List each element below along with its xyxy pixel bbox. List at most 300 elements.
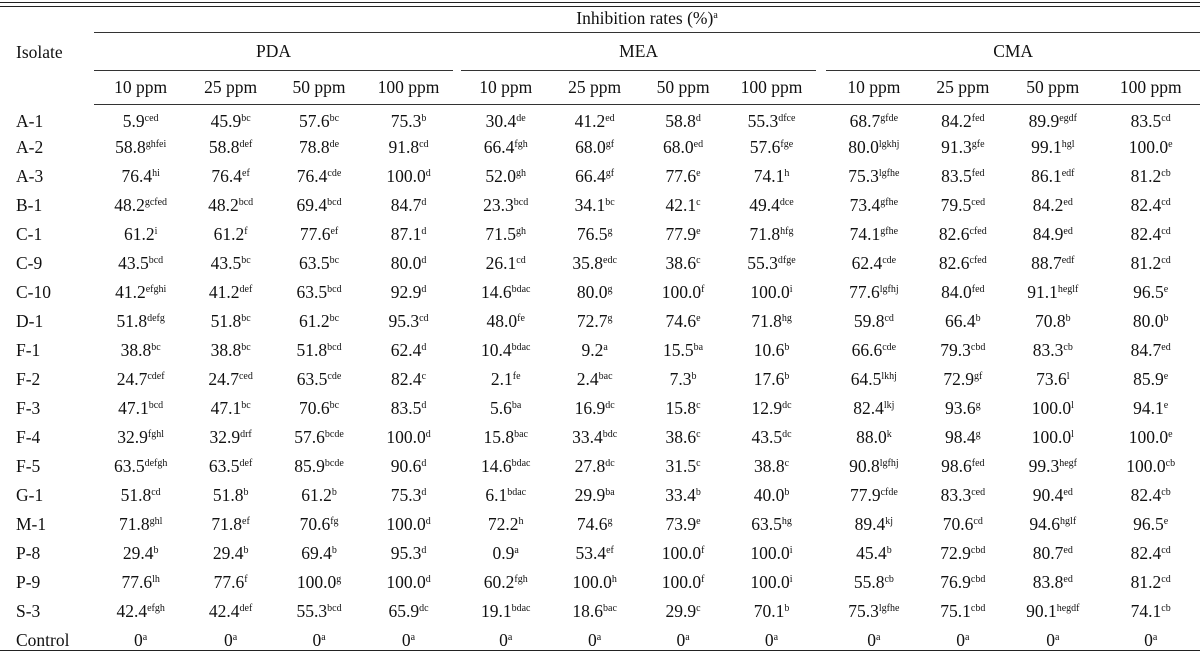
isolate-label: C-10: [16, 282, 51, 302]
significance-letters: bcd: [148, 255, 164, 266]
significance-letters: a: [596, 632, 602, 643]
rate-cell: [550, 336, 639, 365]
column-gap: [816, 481, 826, 510]
rate-cell: [364, 423, 453, 452]
table-row: [0, 510, 1200, 539]
rate-cell: [364, 278, 453, 307]
rate-value: 80.0: [848, 137, 879, 157]
table-row: [0, 452, 1200, 481]
rate-cell: [727, 568, 816, 597]
rate-cell: [364, 452, 453, 481]
significance-letters: ba: [605, 487, 615, 498]
significance-letters: g: [975, 400, 981, 411]
rate-value: 95.3: [390, 543, 422, 563]
significance-letters: hfg: [780, 226, 794, 237]
significance-letters: lgfhe: [878, 603, 900, 614]
rate-cell: [826, 249, 921, 278]
significance-letters: fg: [330, 516, 339, 527]
rate-cell: [187, 104, 274, 133]
significance-letters: bdac: [511, 284, 531, 295]
rate-value: 38.8: [210, 340, 242, 360]
rate-cell: [1101, 133, 1200, 162]
significance-letters: gfhe: [880, 197, 899, 208]
rate-cell: [274, 568, 364, 597]
significance-letters: cd: [1161, 574, 1171, 585]
significance-letters: fed: [971, 113, 985, 125]
significance-letters: dfge: [777, 255, 796, 266]
rate-value: 70.6: [942, 514, 974, 534]
rate-cell: [921, 191, 1004, 220]
significance-letters: ced: [238, 371, 253, 382]
significance-letters: ba: [511, 400, 522, 411]
rate-value: 76.4: [296, 166, 328, 186]
rate-value: 33.4: [665, 485, 696, 505]
significance-letters: b: [243, 545, 249, 556]
rate-cell: [364, 597, 453, 626]
isolate-header: Isolate: [16, 41, 63, 62]
significance-letters: cb: [884, 574, 894, 585]
isolate-label: A-3: [16, 166, 44, 186]
rate-cell: [461, 278, 550, 307]
rate-value: 55.3: [296, 601, 328, 621]
significance-letters: bdac: [511, 603, 531, 614]
significance-letters: d: [695, 113, 701, 125]
significance-letters: dc: [605, 458, 615, 469]
rate-value: 77.9: [665, 224, 697, 244]
rate-value: 77.6: [849, 282, 880, 302]
significance-letters: cb: [1161, 487, 1171, 498]
significance-letters: bdac: [511, 458, 531, 469]
rate-value: 77.6: [665, 166, 697, 186]
rate-cell: [727, 162, 816, 191]
rate-cell: [550, 104, 639, 133]
significance-letters: bc: [329, 400, 340, 411]
rate-value: 91.8: [388, 137, 420, 157]
rate-cell: [550, 597, 639, 626]
column-gap: [453, 191, 461, 220]
rate-value: 82.4: [1130, 543, 1162, 563]
significance-letters: gh: [516, 226, 527, 237]
table-row: [0, 220, 1200, 249]
rate-cell: [727, 249, 816, 278]
significance-letters: c: [696, 429, 701, 440]
rate-value: 57.6: [299, 111, 330, 132]
significance-letters: lgfhj: [879, 458, 899, 469]
significance-letters: bc: [241, 255, 251, 266]
significance-letters: cde: [327, 168, 342, 179]
significance-letters: d: [421, 226, 427, 237]
rate-value: 93.6: [945, 398, 976, 418]
rate-value: 84.2: [941, 111, 972, 132]
significance-letters: hegf: [1059, 458, 1077, 469]
significance-letters: d: [425, 516, 431, 527]
significance-letters: b: [784, 603, 790, 614]
rate-cell: [639, 481, 727, 510]
significance-letters: cde: [882, 342, 897, 353]
rate-value: 88.7: [1031, 253, 1062, 273]
significance-letters: a: [232, 632, 238, 643]
significance-letters: b: [243, 487, 249, 498]
rate-value: 100.0: [661, 572, 702, 592]
rate-cell: [274, 336, 364, 365]
column-gap: [816, 220, 826, 249]
rate-cell: [364, 481, 453, 510]
rate-cell: [921, 365, 1004, 394]
significance-letters: b: [886, 545, 892, 556]
rate-cell: [461, 365, 550, 394]
rate-value: 87.1: [390, 224, 422, 244]
concentration-header-row: [0, 70, 1200, 104]
rate-value: 98.6: [941, 456, 972, 476]
column-gap: [453, 336, 461, 365]
rate-value: 48.2: [114, 195, 145, 215]
rate-value: 34.1: [574, 195, 606, 215]
significance-letters: a: [964, 632, 970, 643]
significance-letters: c: [784, 458, 790, 469]
rate-value: 96.5: [1133, 282, 1164, 302]
rate-cell: [921, 394, 1004, 423]
significance-letters: i: [789, 284, 793, 295]
rate-cell: [461, 597, 550, 626]
rate-value: 45.9: [210, 111, 242, 132]
rate-cell: [1004, 510, 1101, 539]
rate-cell: [274, 191, 364, 220]
significance-letters: edf: [1061, 255, 1075, 266]
rate-value: 24.7: [208, 369, 239, 389]
significance-letters: i: [154, 226, 158, 237]
significance-letters: a: [685, 632, 690, 643]
rate-cell: [364, 394, 453, 423]
rate-cell: [1004, 336, 1101, 365]
rate-value: 74.6: [576, 514, 608, 534]
significance-letters: cbd: [970, 545, 986, 556]
rate-value: 83.5: [1130, 111, 1162, 132]
significance-letters: bac: [598, 371, 613, 382]
rate-value: 38.8: [120, 340, 152, 360]
rate-cell: [826, 191, 921, 220]
significance-letters: d: [421, 197, 427, 208]
significance-letters: cd: [973, 516, 983, 527]
significance-letters: gf: [605, 168, 615, 179]
significance-letters: ghl: [149, 516, 163, 527]
group-header-mea: MEA: [461, 32, 816, 70]
rate-cell: [639, 452, 727, 481]
rate-value: 71.5: [485, 224, 517, 244]
rate-value: 38.6: [665, 427, 697, 447]
significance-letters: dc: [782, 400, 792, 411]
rate-value: 0: [588, 630, 597, 650]
rate-cell: [727, 278, 816, 307]
rate-value: 42.4: [208, 601, 240, 621]
significance-letters: fe: [512, 371, 521, 382]
significance-letters: h: [784, 168, 790, 179]
significance-letters: bcde: [324, 429, 344, 440]
rate-value: 79.3: [940, 340, 971, 360]
rate-cell: [550, 307, 639, 336]
table-row: [0, 568, 1200, 597]
significance-letters: ed: [1063, 197, 1073, 208]
rate-cell: [187, 394, 274, 423]
table-row: [0, 539, 1200, 568]
rate-cell: [364, 162, 453, 191]
significance-letters: c: [696, 603, 701, 614]
significance-letters: hegdf: [1056, 603, 1080, 614]
significance-letters: b: [695, 487, 701, 498]
rate-cell: [1004, 133, 1101, 162]
rate-value: 75.3: [848, 601, 879, 621]
isolate-label: F-3: [16, 398, 41, 418]
rate-value: 15.5: [663, 340, 694, 360]
rate-cell: [461, 510, 550, 539]
rate-cell: [921, 162, 1004, 191]
rate-value: 100.0: [1031, 427, 1072, 447]
isolate-label: F-2: [16, 369, 41, 389]
table-row: [0, 191, 1200, 220]
isolate-label: C-1: [16, 224, 43, 244]
rate-cell: [727, 394, 816, 423]
rate-value: 16.9: [574, 398, 606, 418]
column-gap: [816, 307, 826, 336]
column-gap: [453, 70, 461, 104]
table-row: [0, 597, 1200, 626]
rate-cell: [364, 365, 453, 394]
rate-cell: [461, 191, 550, 220]
rate-cell: [274, 162, 364, 191]
significance-letters: cd: [1161, 197, 1171, 208]
significance-letters: cd: [516, 255, 526, 266]
rate-cell: [187, 452, 274, 481]
rate-value: 76.5: [576, 224, 608, 244]
rate-cell: [921, 423, 1004, 452]
rate-value: 90.6: [390, 456, 422, 476]
rate-value: 84.2: [1032, 195, 1064, 215]
significance-letters: bcd: [238, 197, 254, 208]
rate-cell: [826, 307, 921, 336]
rate-cell: [274, 307, 364, 336]
rate-value: 71.8: [118, 514, 150, 534]
rate-value: 78.8: [299, 137, 330, 157]
rate-cell: [1004, 423, 1101, 452]
rate-value: 83.5: [390, 398, 422, 418]
rate-value: 51.8: [210, 311, 242, 331]
rate-value: 82.4: [853, 398, 884, 418]
rate-cell: [461, 336, 550, 365]
rate-value: 72.7: [576, 311, 608, 331]
rate-value: 100.0: [1031, 398, 1072, 418]
significance-letters: i: [789, 545, 793, 556]
significance-letters: bc: [605, 197, 615, 208]
rate-value: 66.4: [483, 137, 515, 157]
table-row: [0, 336, 1200, 365]
rate-cell: [274, 278, 364, 307]
column-gap: [453, 365, 461, 394]
table-row: [0, 133, 1200, 162]
rate-cell: [727, 510, 816, 539]
rate-value: 0: [867, 630, 877, 650]
significance-letters: fed: [971, 284, 985, 295]
rate-cell: [1101, 365, 1200, 394]
rate-cell: [364, 307, 453, 336]
significance-letters: e: [696, 516, 701, 527]
rate-cell: [1004, 539, 1101, 568]
significance-letters: cbd: [970, 603, 986, 614]
significance-letters: fgh: [514, 139, 528, 150]
significance-letters: cb: [1161, 168, 1171, 179]
rate-value: 99.3: [1028, 456, 1060, 476]
rate-value: 75.1: [940, 601, 971, 621]
rate-cell: [364, 133, 453, 162]
rate-cell: [94, 452, 187, 481]
rate-cell: [274, 104, 364, 133]
rate-value: 74.1: [849, 224, 881, 244]
rate-value: 100.0: [661, 543, 702, 563]
significance-letters: bcd: [327, 284, 342, 295]
rate-value: 100.0: [1126, 456, 1166, 476]
rate-value: 70.6: [299, 398, 330, 418]
significance-letters: dc: [605, 400, 615, 411]
rate-cell: [639, 365, 727, 394]
significance-letters: ced: [144, 113, 159, 125]
significance-letters: gfde: [880, 113, 899, 125]
rate-value: 100.0: [661, 282, 702, 302]
rate-value: 63.5: [299, 253, 330, 273]
rate-value: 10.4: [480, 340, 512, 360]
rate-value: 66.4: [575, 166, 606, 186]
significance-letters: cbd: [970, 342, 986, 353]
significance-letters: hg: [781, 313, 792, 324]
rate-cell: [826, 104, 921, 133]
significance-letters: bc: [329, 255, 340, 266]
rate-cell: [639, 220, 727, 249]
rate-cell: [639, 104, 727, 133]
rate-value: 0: [401, 630, 411, 650]
concentration-header: 100 ppm: [364, 70, 453, 104]
rate-value: 61.2: [123, 224, 155, 244]
rate-value: 51.8: [296, 340, 328, 360]
rate-value: 9.2: [581, 340, 604, 360]
rate-value: 42.4: [116, 601, 148, 621]
rate-value: 95.3: [388, 311, 420, 331]
rate-value: 63.5: [751, 514, 782, 534]
significance-letters: kj: [885, 516, 894, 527]
rate-value: 96.5: [1133, 514, 1164, 534]
rate-cell: [639, 423, 727, 452]
rate-cell: [727, 597, 816, 626]
rate-value: 71.8: [211, 514, 243, 534]
rate-value: 85.9: [1133, 369, 1164, 389]
rate-value: 62.4: [851, 253, 883, 273]
rate-value: 79.5: [940, 195, 972, 215]
significance-letters: d: [421, 487, 427, 498]
significance-letters: k: [886, 429, 892, 440]
rate-value: 0: [956, 630, 965, 650]
rate-cell: [94, 249, 187, 278]
significance-letters: e: [696, 168, 701, 179]
significance-letters: d: [421, 342, 427, 353]
significance-letters: bc: [241, 342, 251, 353]
rate-value: 82.6: [938, 253, 970, 273]
rate-value: 68.7: [849, 111, 881, 132]
rate-cell: [1101, 597, 1200, 626]
rate-cell: [550, 568, 639, 597]
column-gap: [816, 452, 826, 481]
significance-letters: edf: [1061, 168, 1075, 179]
rate-cell: [826, 162, 921, 191]
rate-value: 5.6: [490, 398, 512, 418]
rate-cell: [1004, 452, 1101, 481]
significance-letters: g: [607, 226, 613, 237]
rate-cell: [639, 307, 727, 336]
significance-letters: fge: [780, 139, 794, 150]
significance-letters: bc: [241, 400, 251, 411]
rate-value: 80.0: [576, 282, 608, 302]
rate-cell: [826, 336, 921, 365]
rate-value: 100.0: [296, 572, 337, 592]
rate-value: 75.3: [848, 166, 879, 186]
rate-value: 51.8: [212, 485, 244, 505]
rate-value: 73.9: [665, 514, 697, 534]
rate-cell: [461, 481, 550, 510]
rate-value: 42.1: [665, 195, 697, 215]
column-gap: [453, 510, 461, 539]
significance-letters: bc: [329, 313, 340, 324]
rate-cell: [1004, 307, 1101, 336]
rate-cell: [639, 597, 727, 626]
rate-value: 82.4: [1130, 224, 1162, 244]
rate-value: 76.4: [121, 166, 153, 186]
significance-letters: gf: [973, 371, 983, 382]
rate-cell: [1101, 452, 1200, 481]
significance-letters: bdac: [511, 342, 531, 353]
significance-letters: cd: [419, 139, 429, 150]
significance-letters: cd: [1161, 226, 1171, 237]
rate-cell: [550, 249, 639, 278]
rate-cell: [187, 220, 274, 249]
rate-value: 80.0: [390, 253, 422, 273]
column-gap: [816, 597, 826, 626]
significance-letters: cde: [327, 371, 342, 382]
rate-cell: [187, 365, 274, 394]
rate-cell: [364, 539, 453, 568]
rate-value: 29.9: [665, 601, 697, 621]
rate-cell: [274, 481, 364, 510]
rate-value: 24.7: [116, 369, 148, 389]
significance-letters: hg: [781, 516, 792, 527]
rate-value: 68.0: [663, 137, 694, 157]
rate-value: 61.2: [301, 485, 332, 505]
significance-letters: defgh: [144, 458, 168, 469]
rate-cell: [550, 510, 639, 539]
significance-letters: ghfei: [145, 139, 167, 150]
concentration-header: 25 ppm: [187, 70, 274, 104]
rate-value: 29.4: [122, 543, 154, 563]
rate-cell: [727, 220, 816, 249]
rate-cell: [1101, 539, 1200, 568]
concentration-header: 50 ppm: [274, 70, 364, 104]
rate-value: 64.5: [850, 369, 882, 389]
significance-letters: cd: [884, 313, 894, 324]
significance-letters: b: [1163, 313, 1169, 324]
rate-cell: [1004, 568, 1101, 597]
rate-cell: [364, 191, 453, 220]
rate-value: 0: [1046, 630, 1055, 650]
rate-value: 88.0: [856, 427, 887, 447]
significance-letters: l: [1066, 371, 1070, 382]
significance-letters: a: [1152, 632, 1158, 643]
significance-letters: l: [1071, 400, 1074, 411]
rate-value: 0: [134, 630, 143, 650]
rate-cell: [274, 394, 364, 423]
